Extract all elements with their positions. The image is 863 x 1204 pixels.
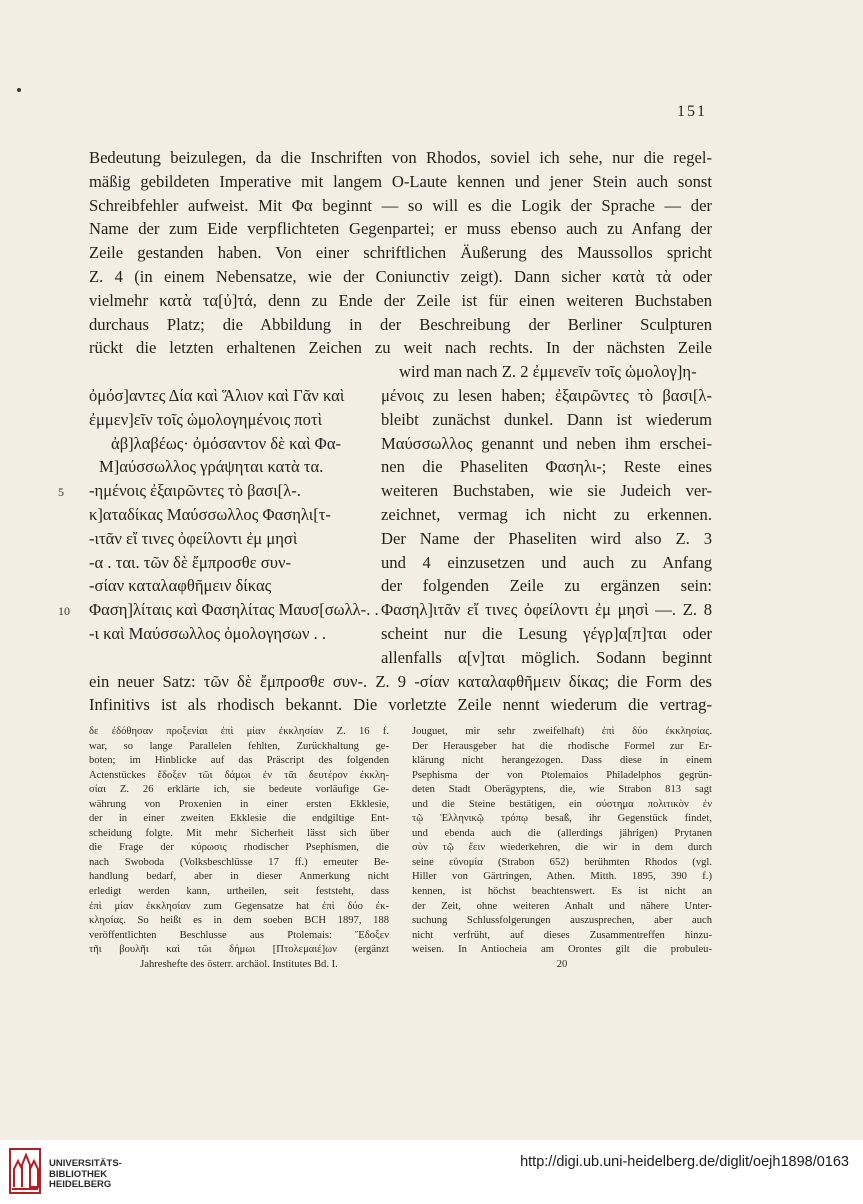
library-name: UNIVERSITÄTS- BIBLIOTHEK HEIDELBERG	[49, 1158, 122, 1190]
body-line: durchaus Platz; die Abbildung in der Beschreibung der Berliner Sculpturen	[89, 314, 712, 334]
footnote-line: klärung nicht herangezogen. Dass diese in einem	[412, 755, 712, 767]
footnote-line: Psephisma der von Ptolemaios Philadelphos gegrün-	[412, 769, 712, 781]
footnotes	[89, 725, 712, 972]
footnote-line: τῆι βουλῆι καὶ τῶι δήμωι [Πτολεμαιέ]ων (ergänzt	[89, 944, 389, 956]
body-line: Bedeutung beizulegen, da die Inschriften von Rhodos, soviel ich sehe, nur die regel-	[89, 148, 712, 167]
footnote-line: und die Steine bestätigen, ein σύστημα πολιτικὸν ἐν	[412, 798, 712, 810]
footnote-line: ἐπὶ μίαν ἐκκλησίαν zum Gegensatze hat ἐπὶ δύο ἐκ-	[89, 900, 389, 912]
digital-library-url[interactable]: http://digi.ub.uni-heidelberg.de/diglit/oejh1898/0163	[520, 1154, 849, 1170]
inscription-text: ὀμόσ]αντες Δία καὶ Ἅλιον καὶ Γᾶν καὶ	[89, 385, 345, 405]
inscription-text: -α . ται. τῶν δὲ ἔμπροσθε συν-	[89, 552, 291, 572]
footnote-line: war, so lange Parallelen fehlten, Zurückhaltung ge-	[89, 740, 389, 752]
footnote-line: nach Swoboda (Volksbeschlüsse 17 ff.) erneuter Be-	[89, 856, 389, 868]
margin-dot	[17, 88, 21, 92]
commentary-line: zeichnet, vermag ich nicht zu erkennen.	[381, 504, 712, 524]
inscription-text: Φαση]λίταις καὶ Φασηλίτας Μαυσ[σωλλ-. .	[89, 600, 379, 620]
body-line: ein neuer Satz: τῶν δὲ ἔμπροσθε συν-. Z. 9 -σίαν καταλαφθῆμειν δίκας; die Form des	[89, 671, 712, 691]
line-number: 5	[58, 485, 64, 500]
body-line: Zeile gestanden haben. Von einer schriftlichen Äußerung des Maussollos spricht	[89, 243, 712, 263]
footnote-line: weisen. In Antiocheia am Orontes gilt die probuleu-	[412, 944, 712, 956]
body-line: Z. 4 (in einem Nebensatze, wie der Coniunctiv zeigt). Dann sicher κατὰ τὰ oder	[89, 266, 712, 286]
footnote-line: währung von Proxenien in einer ersten Ekklesie,	[89, 798, 389, 810]
body-line: Schreibfehler aufweist. Mit Φα beginnt — so will es die Logik der Sprache — der	[89, 195, 712, 215]
line-number: 10	[58, 604, 70, 619]
body-line: Name der zum Eide verpflichteten Gegenpartei; er muss ebenso auch zu Anfang der	[89, 219, 712, 239]
inscription-line	[58, 479, 381, 503]
footnote-line: κλησίας. So heißt es in dem soeben BCH 1897, 188	[89, 915, 389, 927]
inscription-text: Μ]αύσσωλλος γράψηται κατὰ τα.	[99, 457, 324, 477]
commentary-line: der folgenden Zeile zu ergänzen sein:	[381, 576, 712, 596]
footnote-line: kennen, ist höchst beachtenswert. Es ist nicht an	[412, 886, 712, 898]
inscription-line	[89, 574, 381, 598]
footnote-right-column	[412, 725, 712, 972]
inscription-text: ἐμμεν]εῖν τοῖς ὡμολογημένοις ποτὶ	[89, 409, 323, 429]
body-line: rückt die letzten erhaltenen Zeichen zu weit nach rechts. In der nächsten Zeile	[89, 338, 712, 358]
inscription-line	[89, 384, 381, 408]
footnote-line: handlung bedarf, aber in dieser Anmerkung nicht	[89, 871, 389, 883]
main-text	[58, 146, 712, 717]
inscription-text: -σίαν καταλαφθῆμειν δίκας	[89, 576, 272, 596]
footnote-left-column	[89, 725, 389, 972]
footnote-line: δε ἐδόθησαν προξενίαι ἐπὶ μίαν ἐκκλησίαν Z. 16 f.	[89, 726, 389, 737]
footnote-line: und ebenda auch die (allerdings jährigen) Prytanen	[412, 827, 712, 839]
footnote-line: scheidung folgte. Mit mehr Sicherheit lässt sich über	[89, 827, 389, 839]
commentary-line: bleibt zunächst dunkel. Dann ist wiederum	[381, 409, 712, 429]
commentary-line: μένοις zu lesen haben; ἐξαιρῶντες τὸ βασι[λ-	[381, 385, 712, 405]
commentary-line: Φασηλ]ιτᾶν εἴ τινες ὀφείλοντι ἐμ μησὶ —. Z. 8	[381, 600, 712, 620]
inscription-line	[89, 455, 381, 479]
footnote-line: τῷ Ἑλληνικῷ τρόπῳ besaß, ihr Gegenstück findet,	[412, 813, 712, 825]
commentary-line: scheint nur die Lesung γέγρ]α[π]ται oder	[381, 623, 712, 643]
inscription-text: -ημένοις ἐξαιρῶντες τὸ βασι[λ-.	[89, 481, 301, 501]
footnote-line: deten Stadt Oberägyptens, die, wie Strabon 813 sagt	[412, 784, 712, 796]
commentary-line: weiteren Buchstaben, wie sie Judeich ver-	[381, 481, 712, 501]
footnote-line: seine εὐνομία (Strabon 652) berühmten Rhodos (vgl.	[412, 856, 712, 868]
inscription-line	[89, 503, 381, 527]
footnote-line: nicht verfrüht, auf dieses Zusammentreffen hinzu-	[412, 929, 712, 941]
inscription-text: ἀβ]λαβέως· ὀμόσαντον δὲ καὶ Φα-	[111, 433, 342, 453]
footnote-line: die Frage der κύρωσις rhodischer Psephismen, die	[89, 842, 389, 854]
footnote-line: der Zeit, ohne weiteren Anhalt und nähere Unter-	[412, 900, 712, 912]
body-line: mäßig gebildeten Imperative mit langem O-Laute kennen und jener Stein auch sonst	[89, 171, 712, 191]
inscription-text: -ι καὶ Μαύσσωλλος ὁμολογησων . .	[89, 623, 327, 643]
commentary-column	[381, 384, 712, 670]
journal-signature: Jahreshefte des österr. archäol. Institutes Bd. I.	[140, 958, 338, 970]
commentary-line: Der Name der Phaseliten wird also Z. 3	[381, 528, 712, 548]
inscription-transcription	[58, 384, 381, 670]
body-line: vielmehr κατὰ τα[ὐ]τά, denn zu Ende der Zeile ist für einen weiteren Buchstaben	[89, 290, 712, 310]
main-text-bottom	[89, 670, 712, 718]
commentary-line: und 4 einzusetzen und auch zu Anfang	[381, 552, 712, 572]
inscription-line	[89, 551, 381, 575]
footnote-line: σίαι Z. 26 erklärte ich, sie bedeute vorläufige Ge-	[89, 784, 389, 796]
main-text-top	[89, 146, 712, 360]
footnote-line: Actenstückes ἔδοξεν τῶι δάμωι ἐν τᾶι δευτέρον ἐκκλη-	[89, 769, 389, 781]
commentary-line: allenfalls α[ν]ται möglich. Sodann beginnt	[381, 647, 712, 667]
footnote-line: Der Herausgeber hat die rhodische Formel zur Er-	[412, 740, 712, 752]
inscription-text: -ιτᾶν εἴ τινες ὀφείλοντι ἐμ μησὶ	[89, 528, 298, 548]
inscription-text: κ]αταδίκας Μαύσσωλλος Φασηλι[τ-	[89, 504, 331, 524]
inscription-line	[89, 408, 381, 432]
commentary-line: nen die Phaseliten Φασηλι-; Reste eines	[381, 457, 712, 477]
inscription-line	[89, 622, 381, 646]
two-column-section	[58, 384, 712, 670]
sheet-signature: 20	[556, 958, 568, 970]
footnote-line: Jouguet, mir sehr zweifelhaft) ἐπὶ δύο ἐκκλησίας.	[412, 726, 712, 737]
university-library-logo-icon	[8, 1147, 42, 1195]
footnote-line: veröffentlichten Beschlusse aus Ptolemais: Ἔδοξεν	[89, 929, 389, 941]
footnote-line: σὺν τῷ ἔειν wiederkehren, die wir in dem durch	[412, 842, 712, 854]
footnote-line: boten; im Hinblicke auf das Präscript des folgenden	[89, 755, 389, 767]
right-column-first-line: wird man nach Z. 2 ἐμμενεῖν τοῖς ὡμολογ]η-	[399, 362, 697, 382]
footnote-line: Hiller von Gärtringen, Athen. Mitth. 1895, 390 f.)	[412, 871, 712, 883]
body-line: Infinitivs ist als rhodisch bekannt. Die vorletzte Zeile nennt wiederum die vertrag-	[89, 695, 712, 715]
footnote-line: suchung Schlussfolgerungen auszusprechen, aber auch	[412, 915, 712, 927]
page-number: 151	[677, 103, 707, 120]
inscription-line	[58, 598, 381, 622]
library-footer	[0, 1140, 863, 1204]
footnote-line: erledigt werden kann, urtheilen, seit feststeht, dass	[89, 886, 389, 898]
commentary-line: Μαύσσωλλος genannt und neben ihm erschei-	[381, 433, 712, 453]
inscription-line	[89, 527, 381, 551]
inscription-line	[89, 432, 381, 456]
footnote-line: der in einer zweiten Ekklesie die endgiltige Ent-	[89, 813, 389, 825]
